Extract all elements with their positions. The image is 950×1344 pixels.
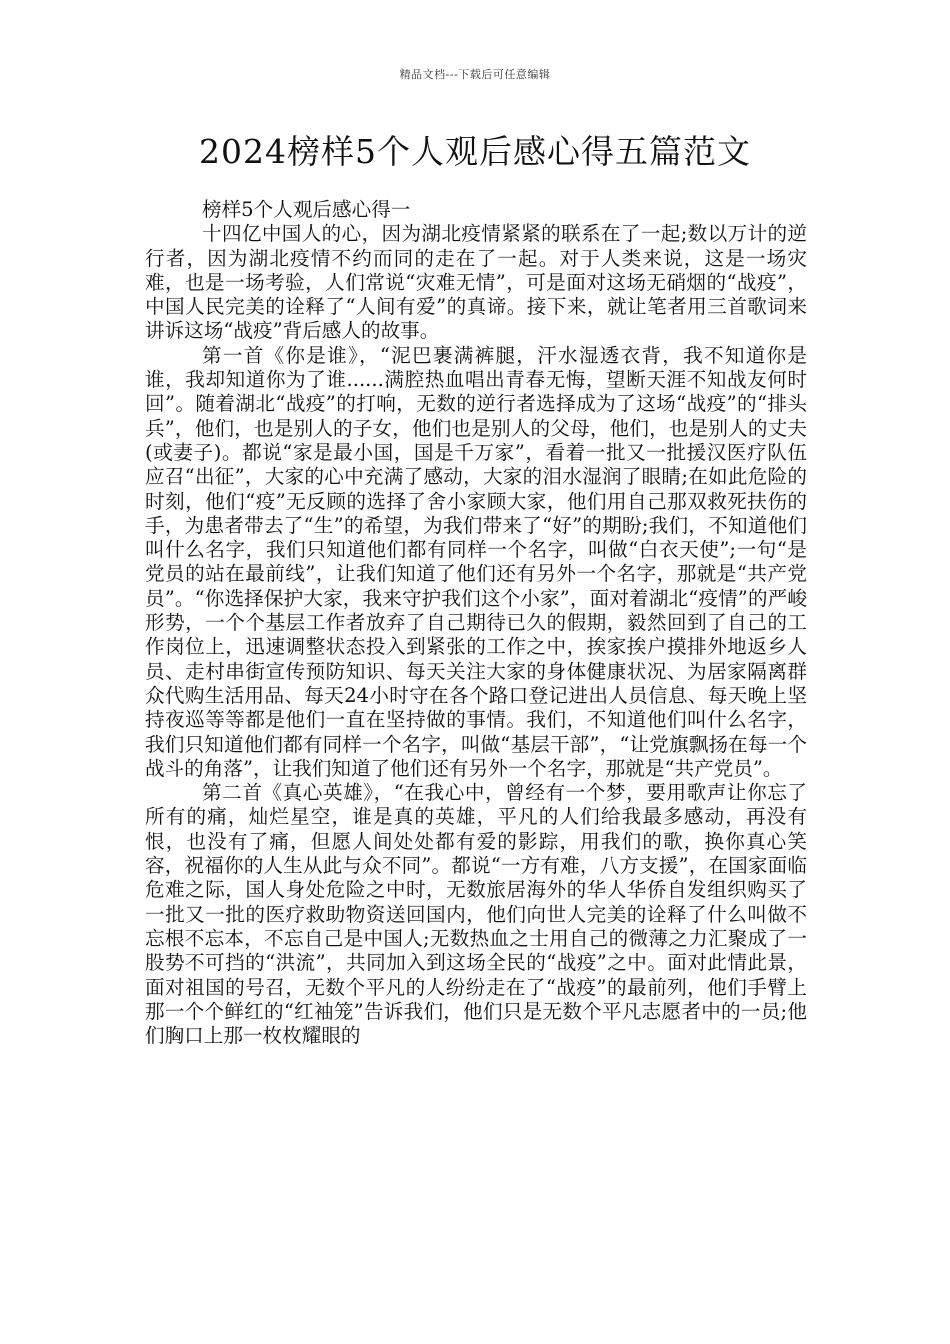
paragraph-song-one: 第一首《你是谁》，“泥巴裹满裤腿，汗水湿透衣背，我不知道你是谁，我却知道你为了谁......满腔热血唱出青春无悔，望断天涯不知战友何时回”。随着湖北“战疫”的打响，无数的逆行者选择成为了这场“战疫”的“排头兵”，他们，也是别人的子女，他们也是别人的父母，他们，也是别人的丈夫(或妻子)。都说“家是最小国，国是千万家”，看着一批又一批援汉医疗队伍应召“出征”，大家的心中充满了感动，大家的泪水湿润了眼睛;在如此危险的时刻，他们“疫”无反顾的选择了舍小家顾大家，他们用自己那双救死扶伤的手，为患者带去了“生”的希望，为我们带来了“好”的期盼;我们，不知道他们叫什么名字，我们只知道他们都有同样一个名字，叫做“白衣天使”;一句“是党员的站在最前线”，让我们知道了他们还有另外一个名字，那就是“共产党员”。“你选择保护大家，我来守护我们这个小家”，面对着湖北“疫情”的严峻形势，一个个基层工作者放弃了自己期待已久的假期，毅然回到了自己的工作岗位上，迅速调整状态投入到紧张的工作之中，挨家挨户摸排外地返乡人员、走村串街宣传预防知识、每天关注大家的身体健康状况、为居家隔离群众代购生活用品、每天24小时守在各个路口登记进出人员信息、每天晚上坚持夜巡等等都是他们一直在坚持做的事情。我们，不知道他们叫什么名字，我们只知道他们都有同样一个名字，叫做“基层干部”，“让党旗飘扬在每一个战斗的角落”，让我们知道了他们还有另外一个名字，那就是“共产党员”。 [145, 343, 807, 780]
document-title: 2024榜样5个人观后感心得五篇范文 [199, 132, 751, 171]
section-heading: 榜样5个人观后感心得一 [202, 198, 411, 221]
header-note: 精品文档---下载后可任意编辑 [399, 68, 551, 81]
document-body [145, 198, 807, 1048]
paragraph-intro: 十四亿中国人的心，因为湖北疫情紧紧的联系在了一起;数以万计的逆行者，因为湖北疫情不约而同的走在了一起。对于人类来说，这是一场灾难，也是一场考验，人们常说“灾难无情”，可是面对这场无硝烟的“战疫”，中国人民完美的诠释了“人间有爱”的真谛。接下来，就让笔者用三首歌词来讲诉这场“战疫”背后感人的故事。 [145, 222, 807, 343]
paragraph-song-two: 第二首《真心英雄》，“在我心中，曾经有一个梦，要用歌声让你忘了所有的痛，灿烂星空，谁是真的英雄，平凡的人们给我最多感动，再没有恨，也没有了痛，但愿人间处处都有爱的影踪，用我们的歌，换你真心笑容，祝福你的人生从此与众不同”。都说“一方有难，八方支援”，在国家面临危难之际，国人身处危险之中时，无数旅居海外的华人华侨自发组织购买了一批又一批的医疗救助物资送回国内，他们向世人完美的诠释了什么叫做不忘根不忘本，不忘自己是中国人;无数热血之士用自己的微薄之力汇聚成了一股势不可挡的“洪流”，共同加入到这场全民的“战疫”之中。面对此情此景，面对祖国的号召，无数个平凡的人纷纷走在了“战疫”的最前列，他们手臂上那一个个鲜红的“红袖笼”告诉我们，他们只是无数个平凡志愿者中的一员;他们胸口上那一枚枚耀眼的 [145, 781, 807, 1048]
